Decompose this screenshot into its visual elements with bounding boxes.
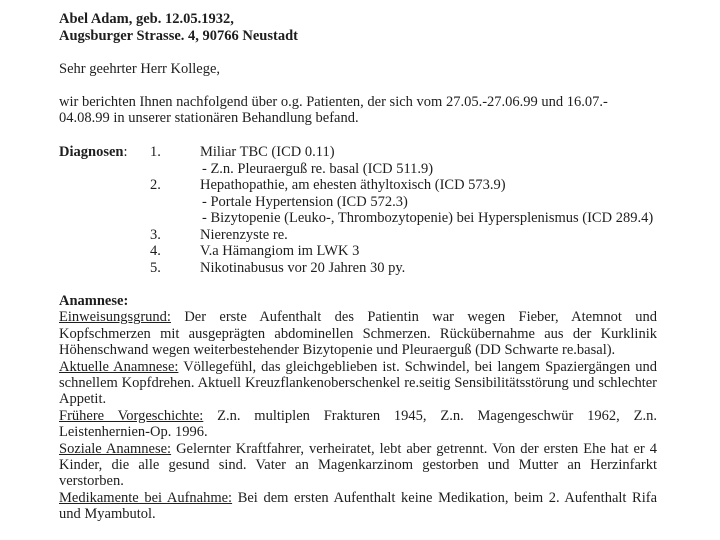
anamnese-line: Frühere Vorgeschichte: Z.n. multiplen Frakturen 1945, Z.n. Magengeschwür 1962, Z.n.	[59, 407, 657, 424]
diagnosis-item: Nikotinabusus vor 20 Jahren 30 py.	[200, 259, 406, 276]
diagnoses-label: Diagnosen	[59, 144, 124, 160]
section-label: Einweisungsgrund:	[59, 309, 171, 326]
patient-header	[59, 11, 657, 45]
anamnese-line: Kinder, die alle gesund sind. Vater an Magenkarzinom gestorben und Mutter an Herzinfarkt	[59, 456, 657, 473]
anamnese-line: verstorben.	[59, 473, 124, 490]
diagnosis-item: V.a Hämangiom im LWK 3	[200, 243, 360, 259]
section-label: Soziale Anamnese:	[59, 440, 172, 457]
greeting: Sehr geehrter Herr Kollege,	[59, 61, 221, 77]
intro-line: wir berichten Ihnen nachfolgend über o.g. Patienten, der sich vom 27.05.-27.06.99 und 16.07.-	[59, 94, 608, 110]
anamnese-line: Leistenhernien-Op. 1996.	[59, 424, 208, 441]
diagnosis-subitem: - Z.n. Pleuraerguß re. basal (ICD 511.9)	[202, 160, 434, 177]
diagnosis-subitem: - Bizytopenie (Leuko-, Thrombozytopenie) bei Hypersplenismus (ICD 289.4)	[202, 210, 654, 226]
section-label: Aktuelle Anamnese:	[59, 358, 179, 375]
anamnese-line: schnellem Kopfdrehen. Aktuell Kreuzflankenoberschenkel re.seitig Sensibilitätsstörung und schlechter	[59, 374, 657, 391]
patient-address-line: Augsburger Strasse. 4, 90766 Neustadt	[59, 28, 298, 45]
anamnese-title: Anamnese:	[59, 293, 129, 309]
anamnese-line: Aktuelle Anamnese: Völlegefühl, das gleichgeblieben ist. Schwindel, bei langem Spaziergängen und	[59, 358, 657, 375]
anamnese-line: Soziale Anamnese: Gelernter Kraftfahrer, verheiratet, lebt aber getrennt. Von der ersten Ehe hat er 4	[59, 440, 657, 457]
intro-paragraph	[59, 94, 657, 127]
anamnese-line: Höhenschwand wegen weiterbestehender Bizytopenie und Pleuraerguß (DD Schwarte re.basal).	[59, 342, 616, 359]
diagnoses-list: Diagnosen: 1. Miliar TBC (ICD 0.11) - Z.n. Pleuraerguß re. basal (ICD 511.9) 2. Hepathopathie, am ehesten äthyltoxisch (ICD 573.9) - Portale Hypertension (ICD 572.3) - Bizytopenie (Leuko-, Thrombozytopenie) bei Hypersplenismus (ICD 289.4) 3. Nierenzyste re. 4. V.a Hämangiom im LWK 3 5. Nikotinabusus vor 20 Jahren 30 py.	[59, 144, 654, 276]
patient-name-line: Abel Adam, geb. 12.05.1932,	[59, 11, 234, 27]
anamnese-line: und Myambutol.	[59, 506, 156, 523]
intro-line: 04.08.99 in unserer stationären Behandlung befand.	[59, 110, 359, 127]
anamnese-section	[59, 293, 657, 522]
diagnosis-item: Hepathopathie, am ehesten äthyltoxisch (ICD 573.9)	[200, 177, 506, 193]
anamnese-line: Appetit.	[59, 391, 107, 408]
anamnese-line: Einweisungsgrund: Der erste Aufenthalt des Patientin war wegen Fieber, Atemnot und	[59, 309, 657, 326]
anamnese-line: Medikamente bei Aufnahme: Bei dem ersten Aufenthalt keine Medikation, beim 2. Aufenthalt Rifa	[59, 489, 657, 506]
diagnosis-subitem: - Portale Hypertension (ICD 572.3)	[202, 193, 408, 210]
diagnosis-item: Nierenzyste re.	[200, 226, 288, 243]
anamnese-line: Kopfschmerzen mit ausgeprägten abdominellen Schmerzen. Rückübernahme aus der Kurklinik	[59, 325, 657, 342]
section-label: Medikamente bei Aufnahme:	[59, 489, 233, 506]
section-label: Frühere Vorgeschichte:	[59, 407, 204, 424]
diagnosis-item: Miliar TBC (ICD 0.11)	[200, 144, 335, 160]
